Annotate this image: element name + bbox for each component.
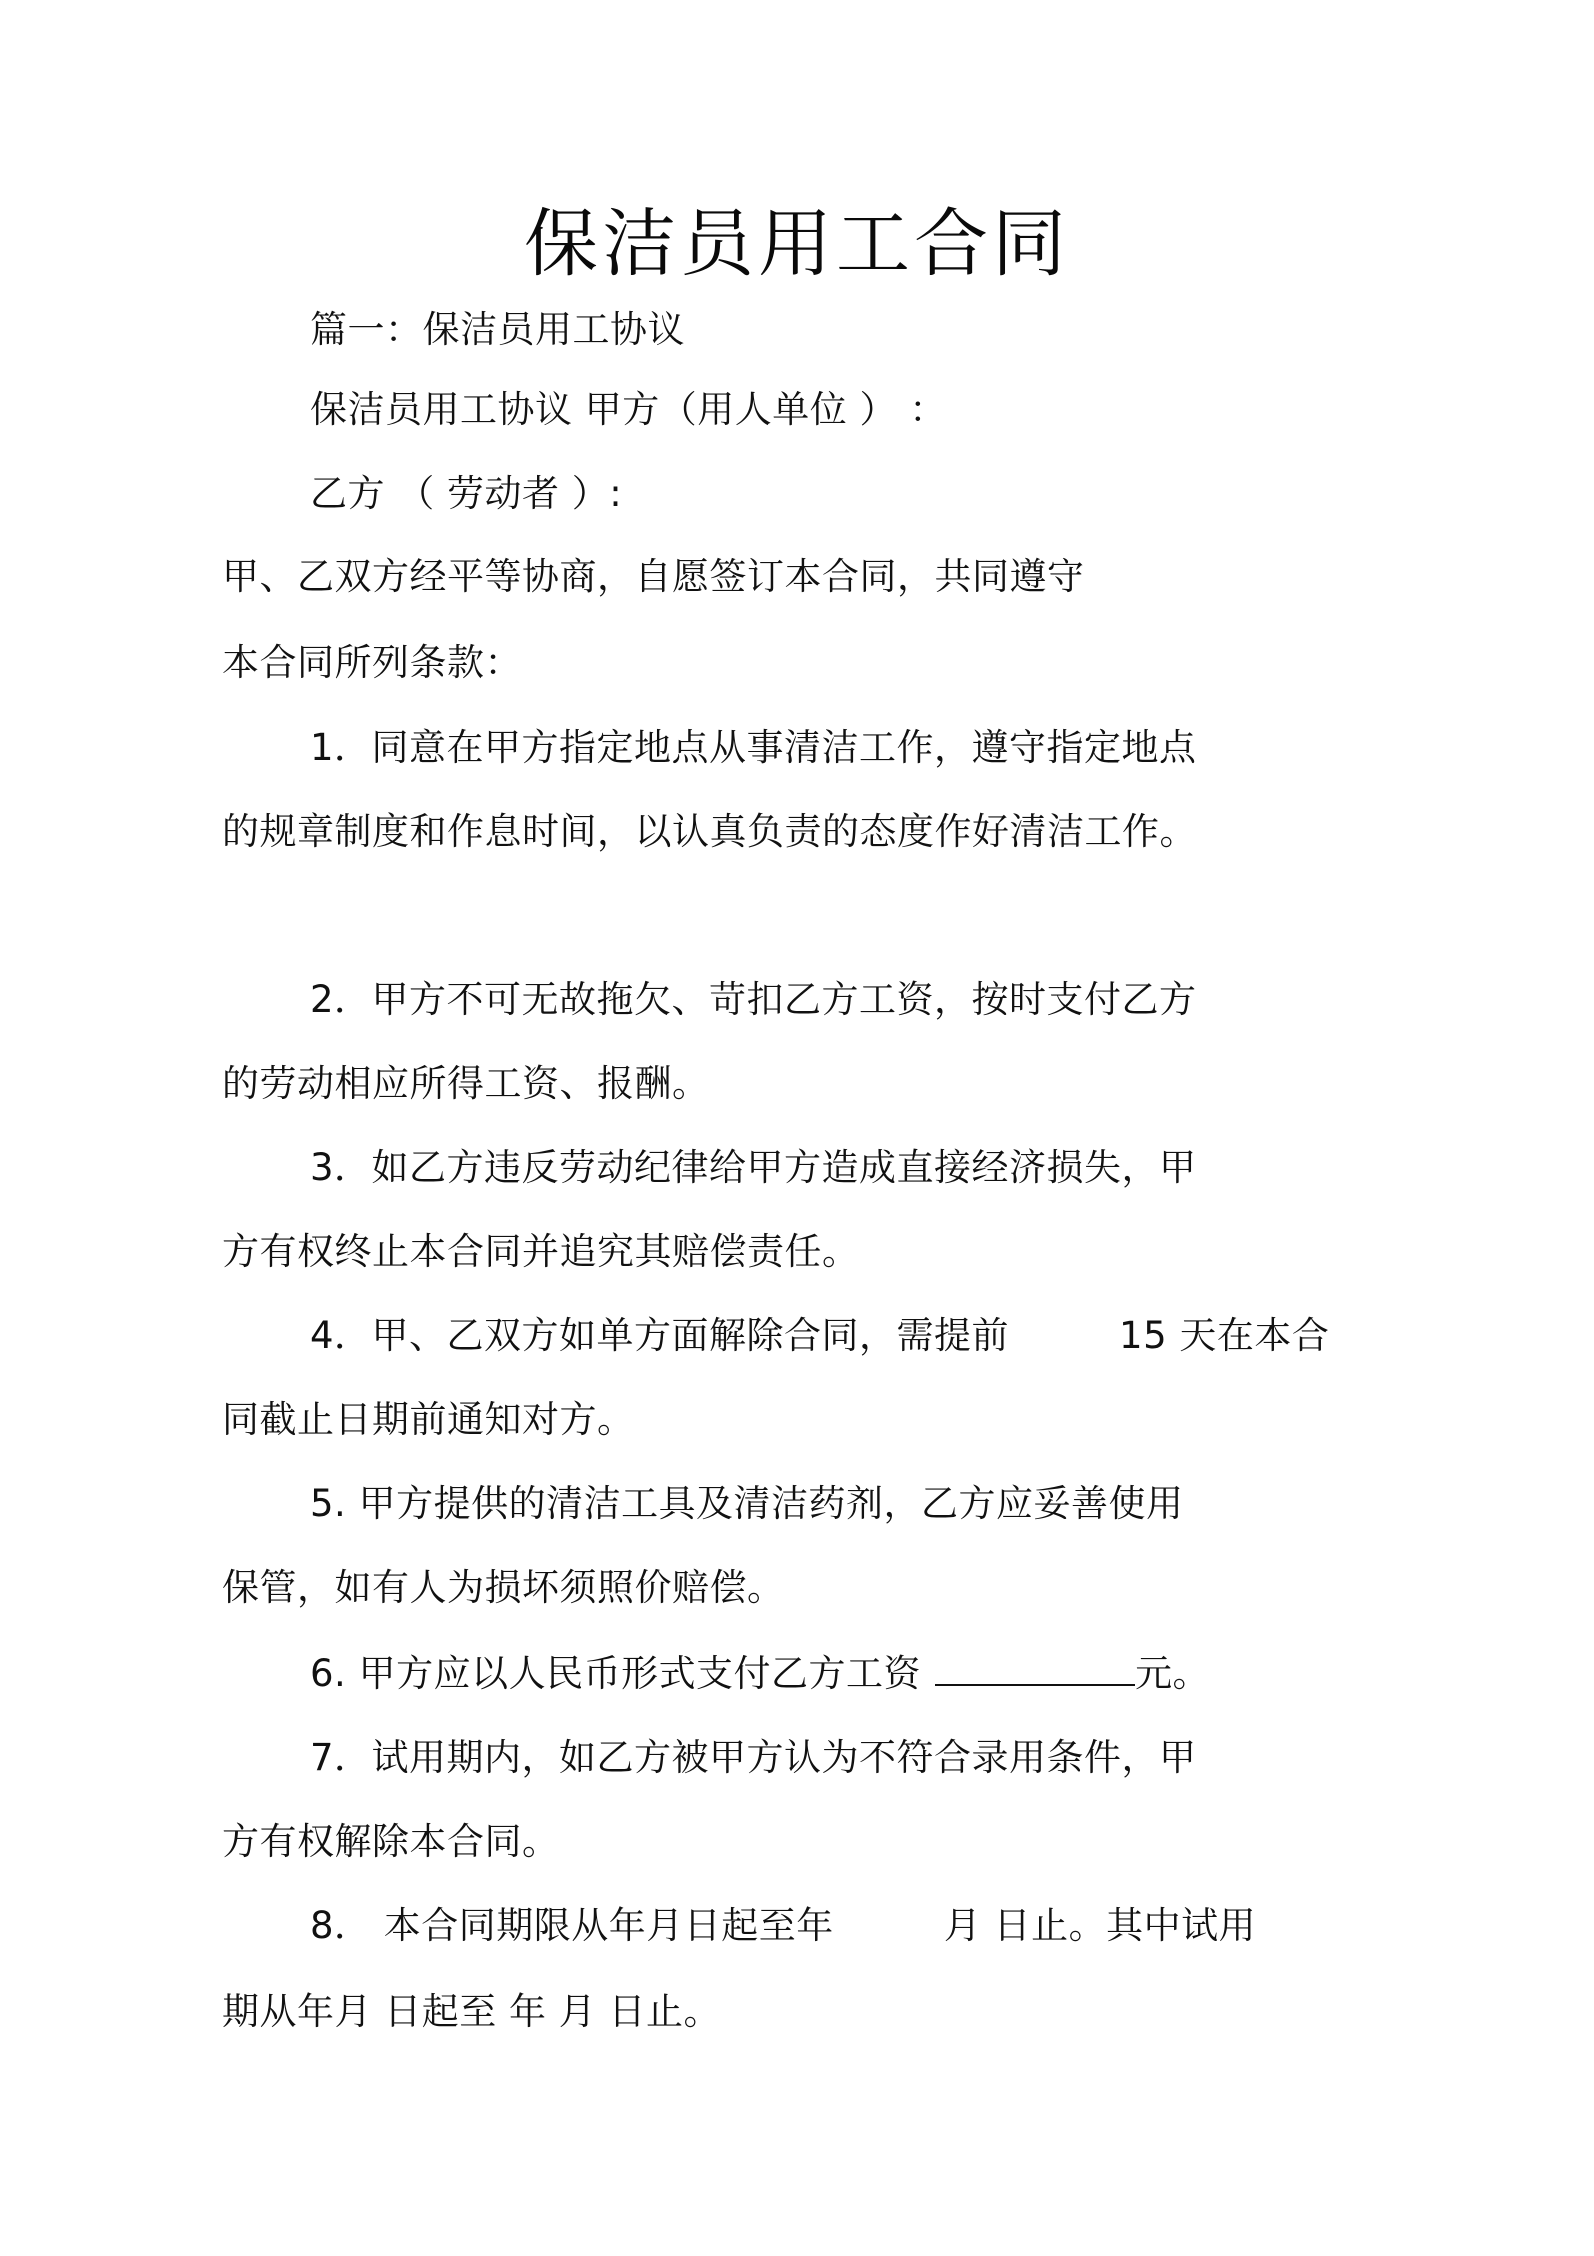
clause-8-line-1 [310, 1904, 1256, 1948]
clause-4-text-a: 4．甲、乙双方如单方面解除合同，需提前 [310, 1314, 1010, 1357]
clause-6-text-b: 元。 [1135, 1652, 1211, 1695]
intro-line-2: 本合同所列条款： [222, 641, 522, 684]
clause-4-text-b: 15 天在本合 [1119, 1314, 1330, 1357]
clause-8-line-2: 期从年月 日起至 年 月 日止。 [222, 1990, 722, 2033]
clause-4-line-2: 同截止日期前通知对方。 [222, 1398, 635, 1441]
intro-line-1: 甲、乙双方经平等协商，自愿签订本合同，共同遵守 [222, 555, 1085, 598]
party-a-line: 保洁员用工协议 甲方（用人单位 ） ： [310, 388, 947, 431]
salary-blank[interactable] [935, 1650, 1135, 1686]
party-b-line: 乙方 （ 劳动者 ）: [310, 472, 623, 515]
document-title: 保洁员用工合同 [524, 201, 1070, 287]
clause-6-line-1 [310, 1650, 1210, 1696]
clause-5-line-1: 5. 甲方提供的清洁工具及清洁药剂，乙方应妥善使用 [310, 1482, 1184, 1525]
clause-8-text-b: 月 日止。其中试用 [943, 1904, 1257, 1947]
clause-4-line-1 [310, 1314, 1329, 1358]
clause-2-line-2: 的劳动相应所得工资、报酬。 [222, 1062, 710, 1105]
subtitle: 篇一：保洁员用工协议 [310, 308, 685, 351]
clause-7-line-1: 7．试用期内，如乙方被甲方认为不符合录用条件，甲 [310, 1736, 1197, 1779]
clause-3-line-1: 3．如乙方违反劳动纪律给甲方造成直接经济损失，甲 [310, 1146, 1197, 1189]
clause-6-text-a: 6. 甲方应以人民币形式支付乙方工资 [310, 1652, 922, 1695]
clause-1-line-1: 1．同意在甲方指定地点从事清洁工作，遵守指定地点 [310, 726, 1197, 769]
clause-8-text-a: 8． 本合同期限从年月日起至年 [310, 1904, 834, 1947]
clause-2-line-1: 2．甲方不可无故拖欠、苛扣乙方工资，按时支付乙方 [310, 978, 1197, 1021]
clause-3-line-2: 方有权终止本合同并追究其赔偿责任。 [222, 1230, 860, 1273]
clause-5-line-2: 保管，如有人为损坏须照价赔偿。 [222, 1566, 785, 1609]
clause-7-line-2: 方有权解除本合同。 [222, 1820, 560, 1863]
clause-1-line-2: 的规章制度和作息时间，以认真负责的态度作好清洁工作。 [222, 810, 1197, 853]
